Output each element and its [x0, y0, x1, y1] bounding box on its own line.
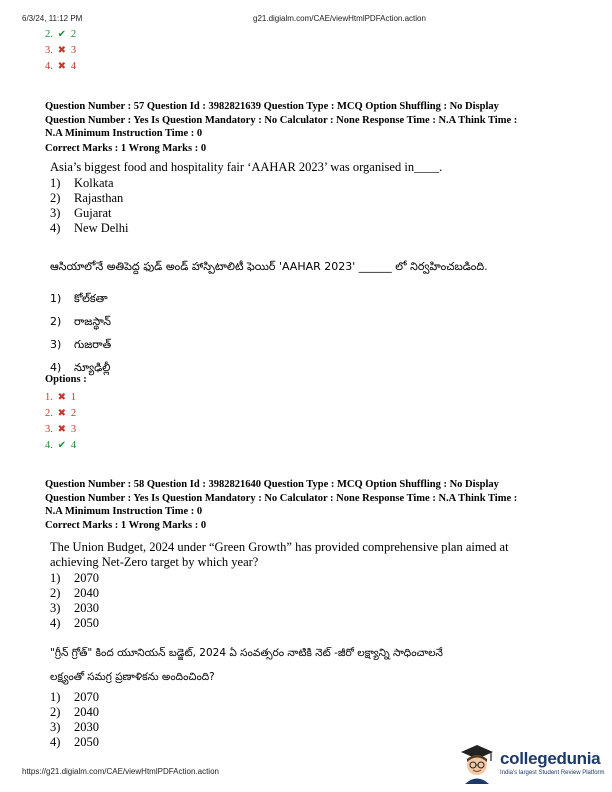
choice: 2) Rajasthan	[50, 191, 124, 205]
option-3: 3. ✖ 3	[45, 422, 76, 438]
logo-tagline: India's largest Student Review Platform	[500, 769, 605, 776]
choice: 1) 2070	[50, 690, 99, 704]
logo-name: collegedunia	[500, 748, 601, 768]
collegedunia-logo	[458, 738, 606, 786]
choice: 2) రాజస్థాన్	[50, 315, 112, 328]
question-text-cont: achieving Net-Zero target by which year?	[50, 555, 259, 569]
choice: 2) 2040	[50, 586, 99, 600]
question-text-telugu: ఆసియాలోనే అతిపెద్ద ఫుడ్ అండ్ హాస్పిటాలిటీ ఫెయిర్ 'AAHAR 2023' ______ లో నిర్వహించబడింది.	[50, 260, 488, 273]
question-text: Asia’s biggest food and hospitality fair ‘AAHAR 2023’ was organised in____.	[50, 160, 443, 174]
q58-english	[50, 540, 560, 631]
choice: 1) కోల్‌కతా	[50, 292, 108, 305]
q57-english	[50, 160, 560, 236]
cross-icon: ✖	[57, 61, 67, 72]
option-4: 4. ✔ 4	[45, 438, 76, 454]
print-url-footer: https://g21.digialm.com/CAE/viewHtmlPDFAction.action	[22, 767, 219, 776]
question-text: The Union Budget, 2024 under “Green Growth” has provided comprehensive plan aimed at	[50, 540, 509, 554]
q57-marks: Correct Marks : 1 Wrong Marks : 0	[45, 143, 207, 154]
mascot-icon	[458, 740, 496, 784]
choice: 3) 2030	[50, 720, 99, 734]
choice: 2) 2040	[50, 705, 99, 719]
print-datetime: 6/3/24, 11:12 PM	[22, 14, 83, 23]
option-2: 2. ✖ 2	[45, 406, 76, 422]
question-text-telugu: "గ్రీన్ గ్రోత్" కింద యూనియన్ బడ్జెట్, 2024 ఏ సంవత్సరం నాటికి నెట్ -జీరో లక్ష్యాన్ని సాధించాలనే	[50, 647, 443, 659]
prev-option-2: 2. ✔ 2	[45, 27, 76, 43]
prev-option-3: 3. ✖ 3	[45, 43, 76, 59]
choice: 1) 2070	[50, 571, 99, 585]
prev-options-list	[45, 27, 76, 75]
q57-options-list	[45, 390, 76, 454]
q58-marks: Correct Marks : 1 Wrong Marks : 0	[45, 520, 207, 531]
choice: 3) Gujarat	[50, 206, 112, 220]
print-url-header: g21.digialm.com/CAE/viewHtmlPDFAction.action	[253, 14, 426, 23]
choice: 4) 2050	[50, 616, 99, 630]
q57-meta: Question Number : 57 Question Id : 3982821639 Question Type : MCQ Option Shuffling : No Display Question Number : Yes Is Question Mandatory : No Calculator : None Response Time : N.A Think Time : N.A Minimum Instruction Time : 0	[45, 101, 518, 139]
q58-meta: Question Number : 58 Question Id : 3982821640 Question Type : MCQ Option Shuffling : No Display Question Number : Yes Is Question Mandatory : No Calculator : None Response Time : N.A Think Time : N.A Minimum Instruction Time : 0	[45, 479, 518, 517]
cross-icon: ✖	[57, 45, 67, 56]
choice: 4) న్యూఢిల్లీ	[50, 361, 111, 374]
choice: 4) 2050	[50, 735, 99, 749]
cross-icon: ✖	[57, 424, 67, 435]
choice: 1) Kolkata	[50, 176, 114, 190]
choice: 4) New Delhi	[50, 221, 129, 235]
options-heading: Options :	[45, 374, 87, 385]
option-1: 1. ✖ 1	[45, 390, 76, 406]
check-icon: ✔	[57, 440, 67, 451]
cross-icon: ✖	[57, 408, 67, 419]
prev-option-4: 4. ✖ 4	[45, 59, 76, 75]
choice: 3) 2030	[50, 601, 99, 615]
check-icon: ✔	[57, 29, 67, 40]
q57-telugu	[50, 255, 565, 379]
question-text-telugu-cont: లక్ష్యంతో సమగ్ర ప్రణాళికను అందించింది?	[50, 671, 215, 683]
cross-icon: ✖	[57, 392, 67, 403]
choice: 3) గుజరాత్	[50, 338, 112, 351]
q58-telugu	[50, 641, 565, 689]
